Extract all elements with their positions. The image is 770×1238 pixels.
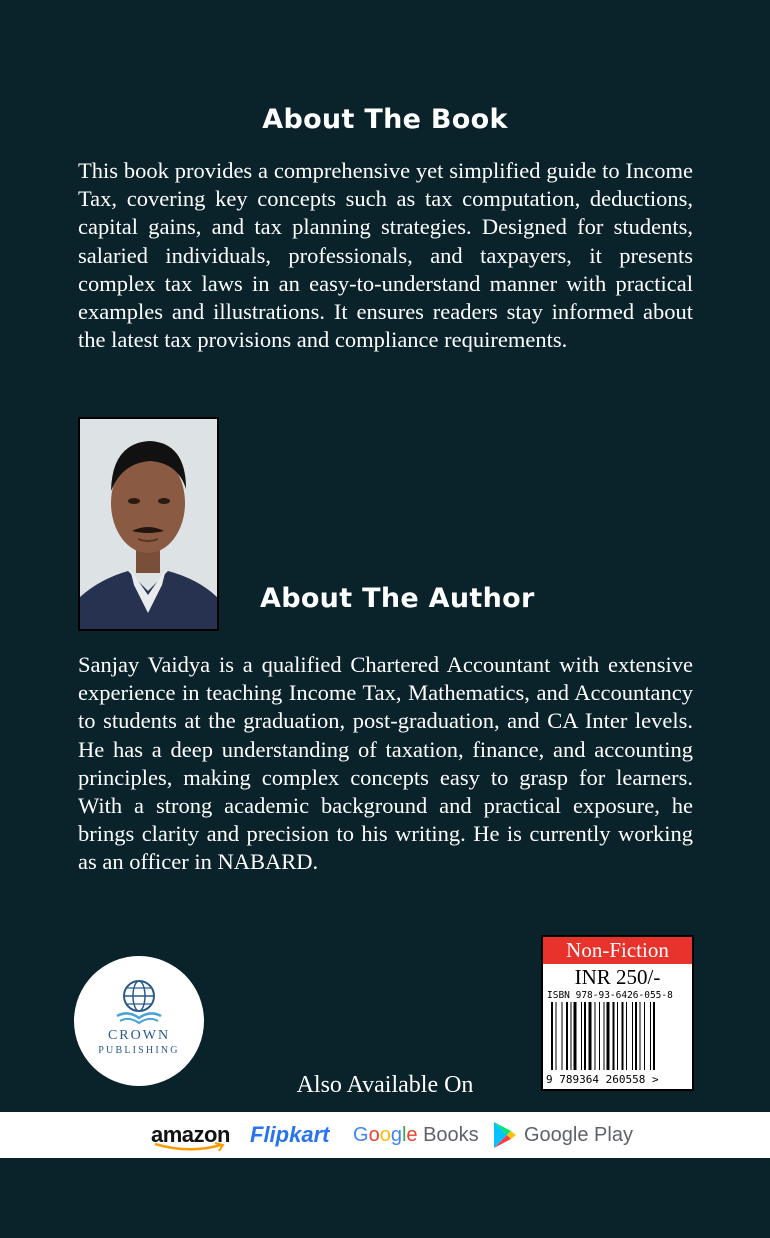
barcode-bar [551,1002,553,1070]
barcode-bar [581,1002,582,1070]
barcode-bar [653,1002,655,1070]
barcode-bar [635,1002,637,1070]
amazon-logo[interactable] [151,1112,230,1158]
author-bio: Sanjay Vaidya is a qualified Chartered Accountant with extensive experience in teaching Income Tax, Mathematics, and Accountancy to students at the graduation, post-graduation, and CA Inter levels. He has a deep understanding of taxation, finance, and accounting principles, making complex concepts easy to grasp for learners. With a strong academic background and practical exposure, he brings clarity and precision to his writing. He is currently working as an officer in NABARD. [78,652,693,875]
barcode-bar [571,1002,572,1070]
barcode-bar [650,1002,651,1070]
google-letter: e [406,1124,418,1146]
barcode-icon [549,1002,689,1072]
google-play-icon [493,1121,517,1149]
google-letter: G [353,1124,369,1146]
amazon-smile-icon [153,1142,229,1152]
about-author-heading: About The Author [260,583,535,614]
google-letter: g [390,1124,402,1146]
author-photo [78,417,219,631]
barcode-bar [626,1002,627,1070]
isbn-label: ISBN 978-93-6426-055-8 [547,990,673,1001]
book-description: This book provides a comprehensive yet simplified guide to Income Tax, covering key concepts such as tax computation, deductions, capital gains, and tax planning strategies. Designed for students, salaried individuals, professionals, and taxpayers, it presents complex tax laws in an easy-to-understand manner with practical examples and illustrations. It ensures readers stay informed about the latest tax provisions and compliance requirements. [78,158,693,353]
store-strip [0,1112,770,1158]
barcode-bar [589,1002,592,1070]
publisher-logo [74,956,204,1086]
barcode-bar [617,1002,618,1070]
barcode-bar [622,1002,624,1070]
google-play-label: Google Play [524,1124,633,1146]
genre-label: Non-Fiction [543,937,692,964]
price-label: INR 250/- [574,965,661,989]
about-book-heading: About The Book [262,104,508,135]
barcode-bar [556,1002,557,1070]
barcode-bar [599,1002,600,1070]
amazon-label: amazon [151,1122,230,1147]
barcode-bar [607,1002,610,1070]
google-letter: o [368,1124,380,1146]
barcode-number: 9 789364 260558 > [546,1073,659,1086]
publisher-subtitle: PUBLISHING [98,1045,180,1056]
barcode-bar [562,1002,563,1070]
barcode-bar [632,1002,633,1070]
barcode-bar [595,1002,596,1070]
google-books-logo[interactable] [353,1112,479,1158]
barcode-bar [640,1002,641,1070]
also-available-label: Also Available On [296,1072,474,1098]
books-label: Books [417,1124,479,1146]
google-letter: l [401,1124,407,1146]
google-letter: o [379,1124,391,1146]
publisher-name: CROWN [107,1028,171,1043]
barcode-bar [574,1002,577,1070]
barcode-bar [613,1002,615,1070]
barcode-bar [604,1002,605,1070]
barcode-bar [566,1002,568,1070]
barcode-bar [584,1002,586,1070]
globe-book-icon [114,976,164,1026]
author-portrait-image [80,419,217,629]
price-barcode-box [541,935,694,1091]
flipkart-logo[interactable]: Flipkart [250,1122,330,1147]
barcode-bar [644,1002,645,1070]
